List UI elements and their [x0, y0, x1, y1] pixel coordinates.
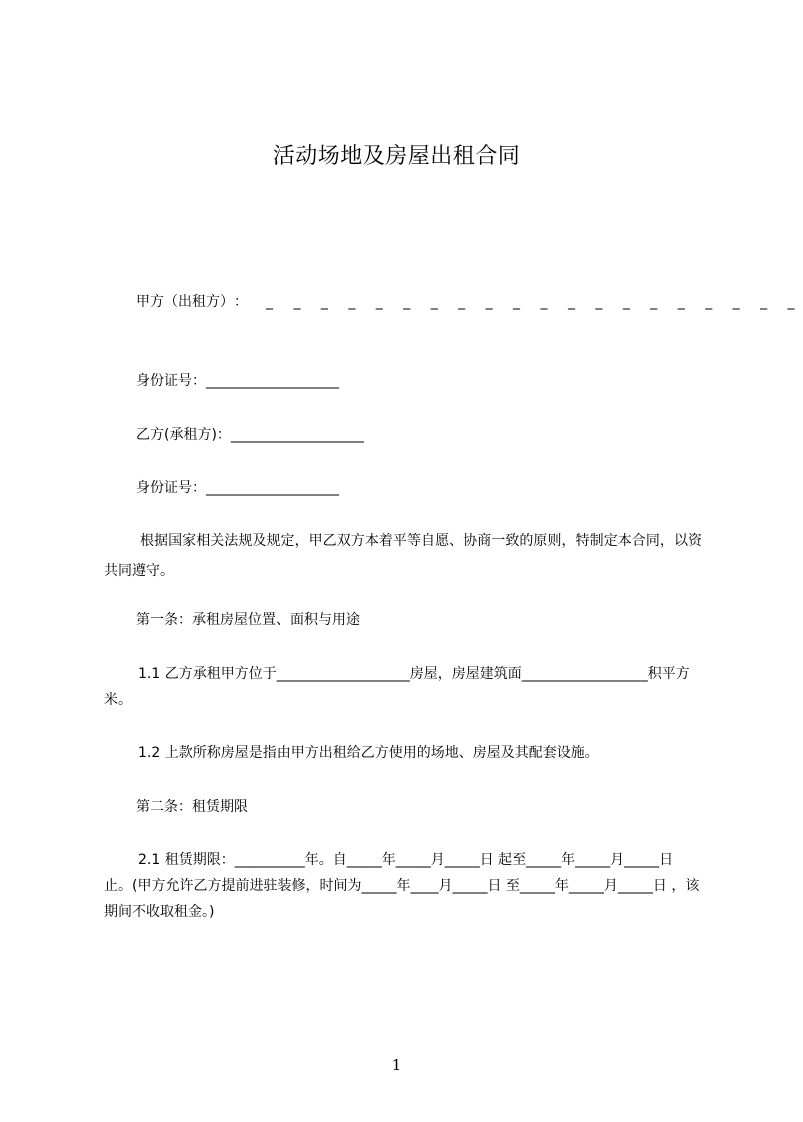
- party-a-char: 方: [150, 294, 164, 310]
- party-a-line: [136, 289, 803, 315]
- party-b-line: 乙方(承租方)：___________________: [136, 427, 364, 443]
- party-a-char: ）: [220, 294, 234, 310]
- preamble-paragraph: 根据国家相关法规及规定，甲乙双方本着平等自愿、协商一致的原则，特制定本合同，以资共同遵守。: [104, 533, 702, 579]
- party-a-char: 方: [206, 294, 220, 310]
- party-a-char: 出: [178, 294, 192, 310]
- party-a-char: 甲: [136, 294, 150, 310]
- article-1-heading: 第一条：承租房屋位置、面积与用途: [136, 612, 360, 628]
- party-a-char: 租: [192, 294, 206, 310]
- document-title: 活动场地及房屋出租合同: [272, 144, 521, 169]
- clause-1-2: 1.2 上款所称房屋是指由甲方出租给乙方使用的场地、房屋及其配套设施。: [138, 745, 599, 761]
- party-a-blank: _ _ _ _ _ _ _ _ _ _ _ _ _ _ _ _ _ _ _ _: [266, 294, 803, 310]
- article-2-heading: 第二条：租赁期限: [136, 799, 248, 815]
- party-a-char: （: [164, 294, 178, 310]
- clause-2-1: 2.1 租赁期限：__________年。自_____年_____月_____日 起至_____年_____月_____日 止。(甲方允许乙方提前进驻装修，时间为_____年____月_____日 至_____年_____月_____日 ，该期间不收取租金。): [104, 852, 700, 920]
- party-b-id-line: 身份证号：___________________: [136, 480, 339, 496]
- party-a-char: ：: [234, 294, 248, 310]
- page-number: 1: [391, 1056, 402, 1074]
- clause-1-1: 1.1 乙方承租甲方位于___________________房屋，房屋建筑面__________________积平方米。: [104, 666, 690, 708]
- party-a-id-line: 身份证号：___________________: [136, 373, 339, 389]
